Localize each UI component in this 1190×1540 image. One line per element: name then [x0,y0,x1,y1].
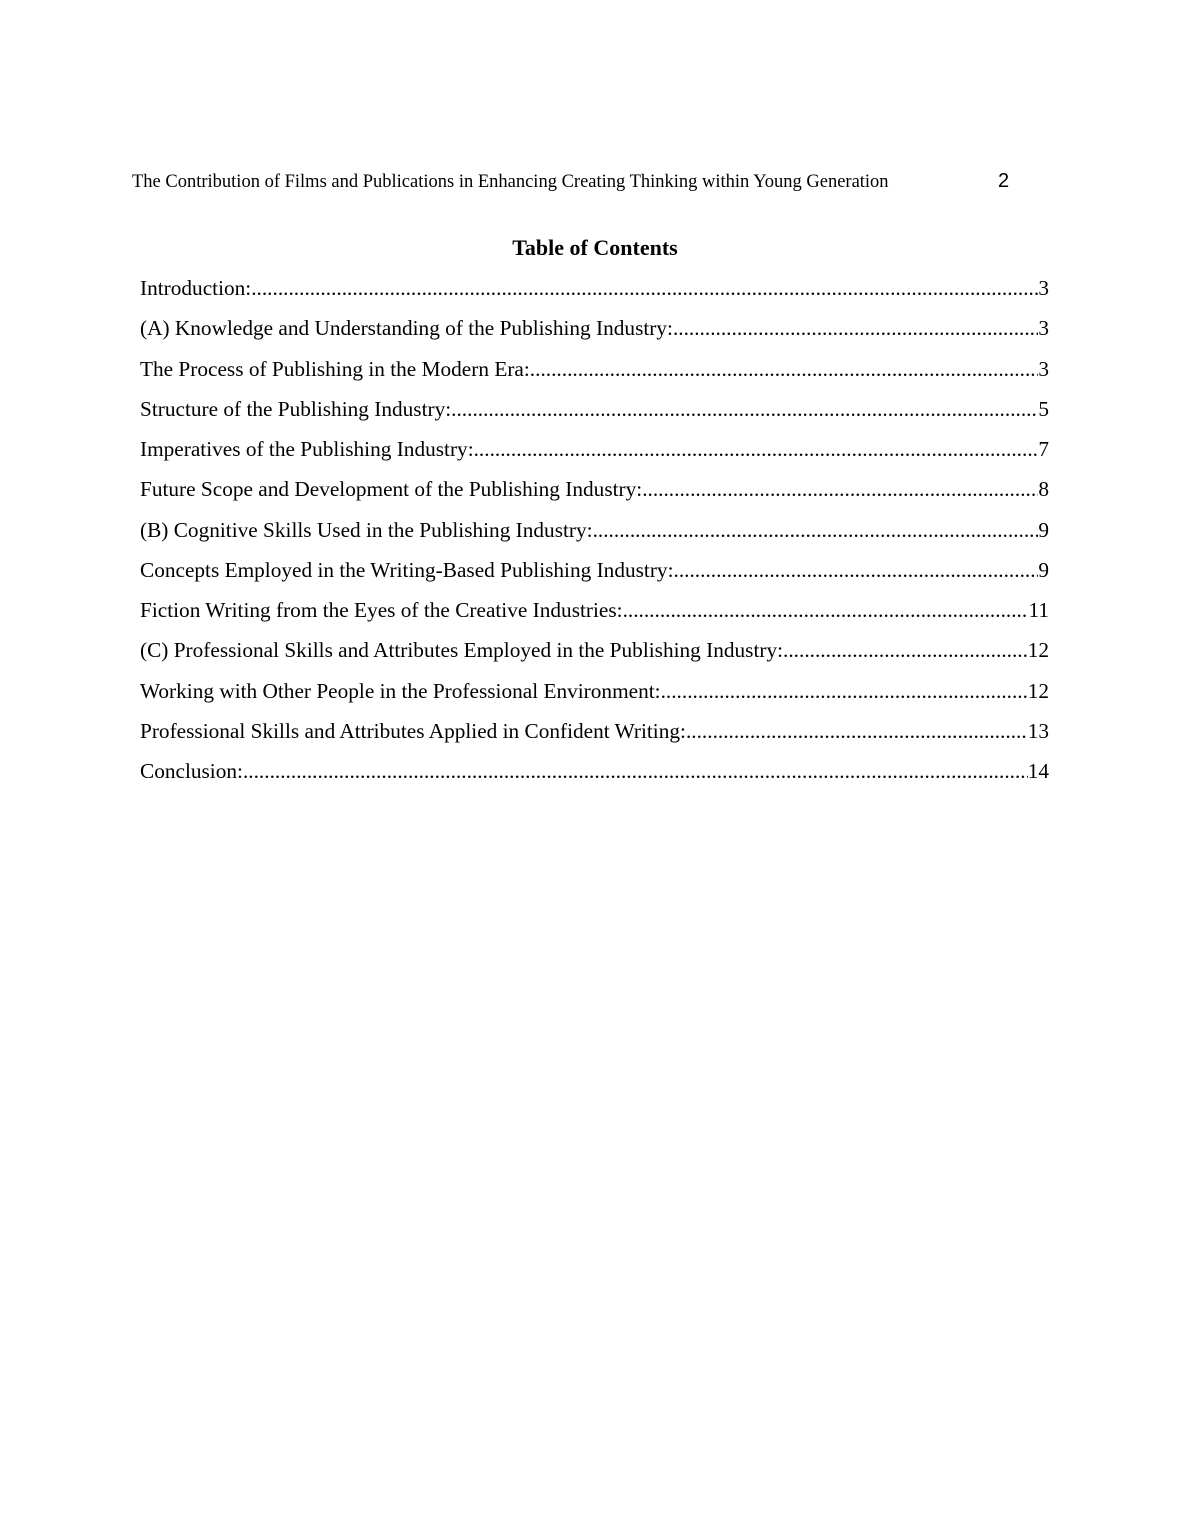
toc-entry-structure[interactable] [140,395,1049,435]
toc-entry-label: Future Scope and Development of the Publishing Industry: [140,477,643,502]
toc-entry-conclusion[interactable] [140,757,1049,797]
toc-entry-page: 7 [1038,437,1049,461]
toc-dot-leader [474,435,1039,463]
toc-entry-cognitive-skills[interactable] [140,516,1049,556]
toc-entry-label: The Process of Publishing in the Modern Era: [140,356,530,381]
page-number: 2 [998,170,1010,192]
toc-dot-leader [661,677,1028,705]
toc-dot-leader [673,314,1038,342]
toc-entry-label: Professional Skills and Attributes Applied in Confident Writing: [140,718,686,743]
toc-entry-label: Structure of the Publishing Industry: [140,396,452,421]
toc-entry-label: Imperatives of the Publishing Industry: [140,437,474,461]
toc-entry-page: 8 [1038,477,1049,502]
toc-entry-process-of-publishing[interactable] [140,355,1049,395]
toc-entry-page: 14 [1027,759,1049,783]
toc-entry-label: (B) Cognitive Skills Used in the Publishing Industry: [140,517,593,542]
toc-dot-leader [593,516,1039,544]
toc-entry-page: 3 [1038,276,1049,300]
toc-entry-knowledge-understanding[interactable] [140,314,1049,354]
toc-dot-leader [623,596,1029,624]
toc-entry-professional-skills[interactable] [140,636,1049,676]
toc-dot-leader [451,395,1038,423]
toc-entry-introduction[interactable] [140,274,1049,314]
running-header-title: The Contribution of Films and Publications in Enhancing Creating Thinking within Young Generation [132,172,889,192]
toc-entry-page: 13 [1027,718,1049,743]
toc-entry-confident-writing[interactable] [140,717,1049,757]
toc-entry-label: Conclusion: [140,759,243,783]
toc-dot-leader [674,556,1039,584]
toc-entry-page: 12 [1027,638,1049,663]
toc-entry-page: 3 [1038,356,1049,381]
toc-dot-leader [686,717,1028,745]
toc-dot-leader [530,355,1039,383]
toc-entry-label: Concepts Employed in the Writing-Based Publishing Industry: [140,557,674,582]
toc-entry-page: 9 [1038,517,1049,542]
toc-entry-label: (A) Knowledge and Understanding of the Publishing Industry: [140,316,673,341]
toc-entry-concepts-employed[interactable] [140,556,1049,596]
toc-title: Table of Contents [512,235,678,260]
toc-entry-page: 12 [1027,678,1049,703]
toc-entry-page: 9 [1038,557,1049,582]
toc-entry-label: Introduction: [140,276,252,300]
table-of-contents [140,274,1049,797]
toc-entry-label: Fiction Writing from the Eyes of the Creative Industries: [140,598,623,622]
toc-entry-label: Working with Other People in the Professional Environment: [140,678,661,703]
toc-entry-fiction-writing[interactable] [140,596,1049,636]
toc-dot-leader [243,757,1028,785]
toc-dot-leader [251,274,1038,302]
toc-entry-page: 11 [1028,598,1049,622]
toc-entry-page: 5 [1038,396,1049,421]
toc-entry-label: (C) Professional Skills and Attributes Employed in the Publishing Industry: [140,638,784,663]
toc-entry-working-with-others[interactable] [140,677,1049,717]
toc-entry-page: 3 [1038,316,1049,341]
toc-dot-leader [642,475,1038,503]
toc-entry-future-scope[interactable] [140,475,1049,515]
toc-dot-leader [783,636,1028,664]
toc-entry-imperatives[interactable] [140,435,1049,475]
